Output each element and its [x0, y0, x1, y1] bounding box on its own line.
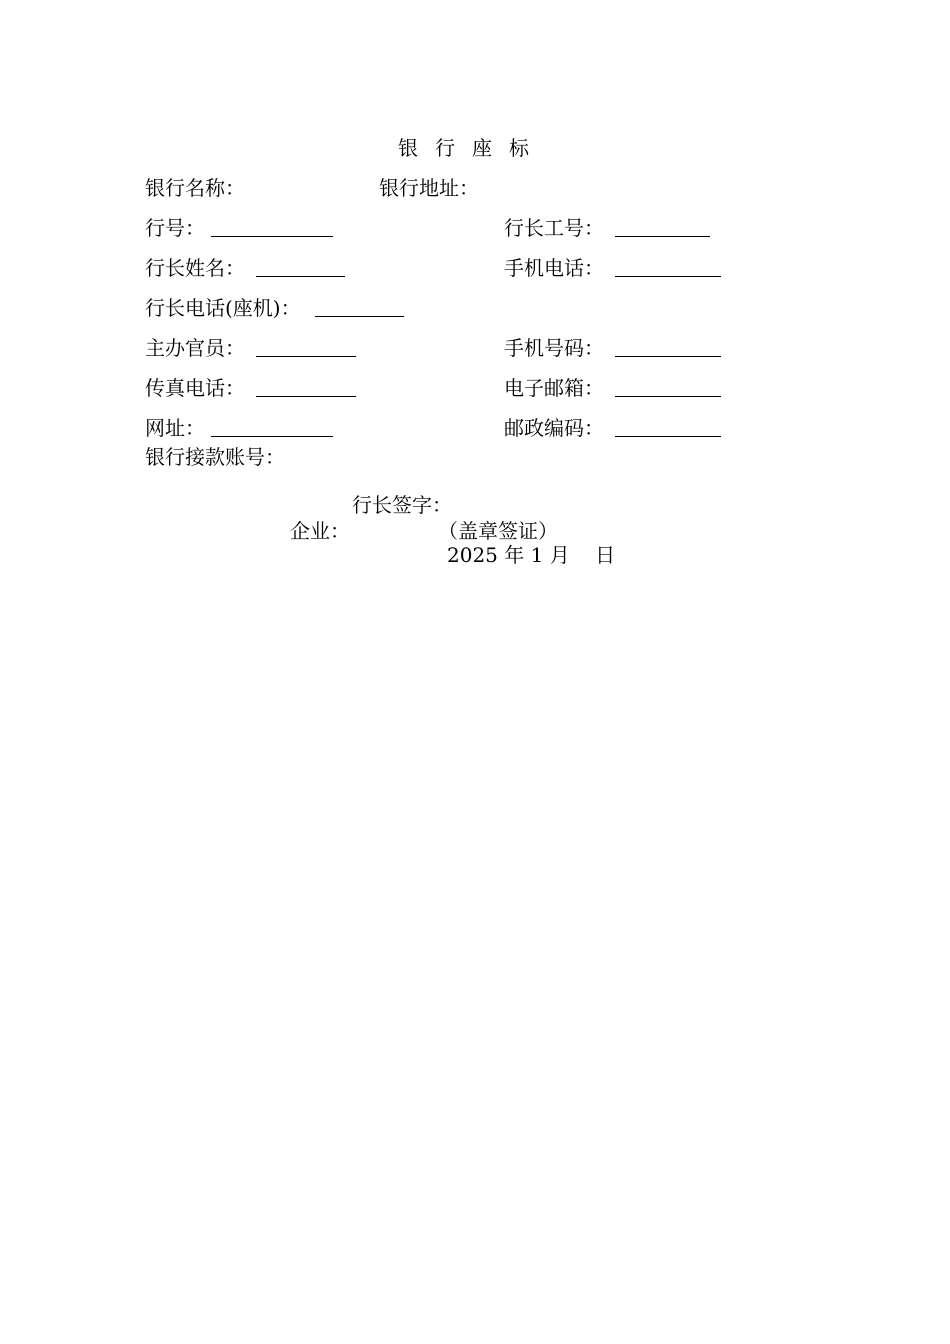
president-name-field[interactable] [256, 276, 345, 277]
president-signature-label: 行长签字： [352, 493, 452, 517]
website-field[interactable] [211, 436, 333, 437]
president-landline-field[interactable] [315, 316, 404, 317]
president-id-field[interactable] [615, 236, 710, 237]
mobile-number-label: 手机号码： [504, 336, 604, 360]
bank-address-label: 银行地址： [379, 176, 479, 200]
postcode-field[interactable] [615, 436, 721, 437]
website-label: 网址： [145, 416, 205, 440]
signature-date: 2025 年 1 月 日 [447, 543, 616, 567]
receiving-account-label: 银行接款账号： [145, 445, 285, 469]
mobile-phone-field[interactable] [615, 276, 721, 277]
president-id-label: 行长工号： [504, 216, 604, 240]
email-field[interactable] [615, 396, 721, 397]
officer-field[interactable] [256, 356, 356, 357]
bank-number-field[interactable] [211, 236, 333, 237]
email-label: 电子邮箱： [504, 376, 604, 400]
bank-name-label: 银行名称： [145, 176, 245, 200]
page-title: 银行座标 [398, 136, 546, 160]
bank-number-label: 行号： [145, 216, 205, 240]
postcode-label: 邮政编码： [504, 416, 604, 440]
president-landline-label: 行长电话(座机)： [145, 296, 301, 320]
stamp-note: （盖章签证） [438, 519, 558, 543]
president-name-label: 行长姓名： [145, 256, 245, 280]
mobile-number-field[interactable] [615, 356, 721, 357]
fax-label: 传真电话： [145, 376, 245, 400]
fax-field[interactable] [256, 396, 356, 397]
mobile-phone-label: 手机电话： [504, 256, 604, 280]
officer-label: 主办官员： [145, 336, 245, 360]
company-label: 企业： [290, 519, 350, 543]
